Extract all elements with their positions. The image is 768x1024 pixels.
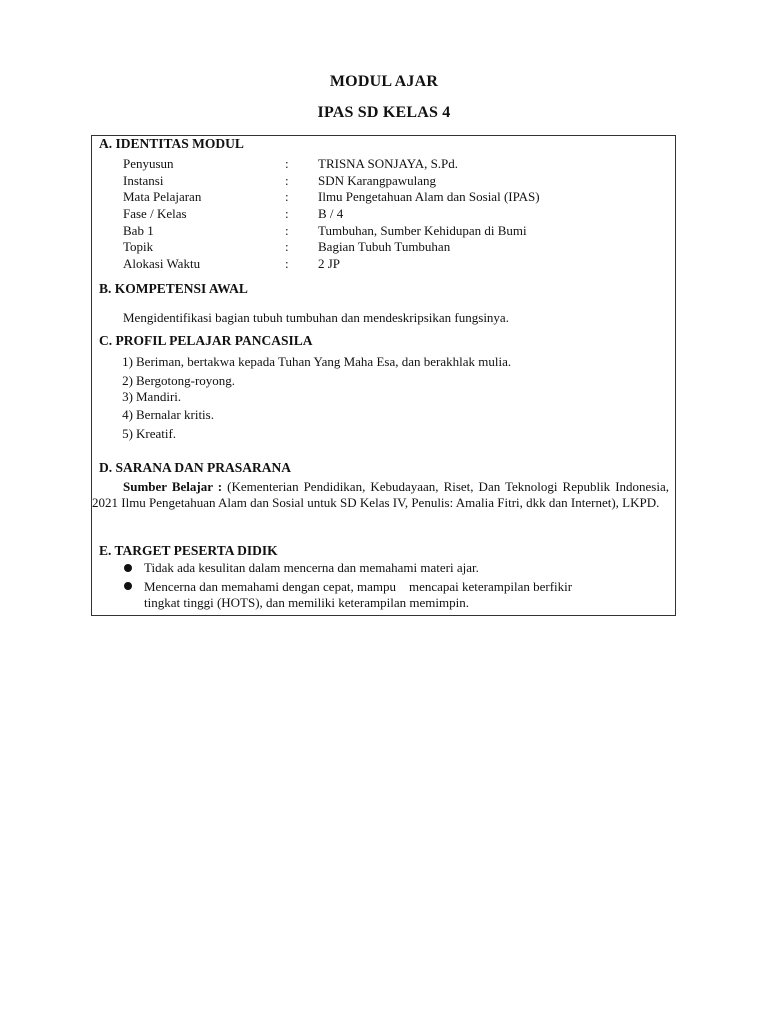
value-penyusun: TRISNA SONJAYA, S.Pd. (318, 156, 459, 171)
value-fase-kelas: B / 4 (318, 206, 344, 221)
sumber-belajar-label: Sumber Belajar : (123, 479, 223, 494)
value-mata-pelajaran: Ilmu Pengetahuan Alam dan Sosial (IPAS) (318, 189, 540, 204)
profil-item-text: Bernalar kritis. (136, 407, 214, 422)
section-a-heading: A. IDENTITAS MODUL (99, 136, 244, 151)
bullet-icon (124, 582, 132, 590)
colon-fase-kelas: : (285, 206, 289, 221)
value-bab: Tumbuhan, Sumber Kehidupan di Bumi (318, 223, 527, 238)
value-instansi: SDN Karangpawulang (318, 173, 437, 188)
label-topik: Topik (123, 239, 154, 254)
section-b-heading: B. KOMPETENSI AWAL (99, 281, 248, 296)
colon-mata-pelajaran: : (285, 189, 289, 204)
label-instansi: Instansi (123, 173, 164, 188)
profil-item-number: 5) (122, 426, 133, 441)
colon-alokasi-waktu: : (285, 256, 289, 271)
sumber-belajar-paragraph (92, 479, 669, 511)
profil-item-text: Bergotong-royong. (136, 373, 236, 388)
profil-item-text: Mandiri. (136, 389, 182, 404)
bullet-icon (124, 564, 132, 572)
label-bab: Bab 1 (123, 223, 154, 238)
profil-item-number: 2) (122, 373, 133, 388)
module-content-box (91, 135, 676, 616)
label-mata-pelajaran: Mata Pelajaran (123, 189, 202, 204)
section-d-heading: D. SARANA DAN PRASARANA (99, 460, 292, 475)
section-c-heading: C. PROFIL PELAJAR PANCASILA (99, 333, 313, 348)
profil-item-text: Kreatif. (136, 426, 177, 441)
document-subtitle: IPAS SD KELAS 4 (317, 104, 451, 121)
section-e-heading: E. TARGET PESERTA DIDIK (99, 543, 278, 558)
kompetensi-awal-text: Mengidentifikasi bagian tubuh tumbuhan dan mendeskripsikan fungsinya. (123, 310, 509, 325)
document-title: MODUL AJAR (329, 73, 439, 90)
profil-item-number: 3) (122, 389, 133, 404)
profil-item-number: 1) (122, 354, 133, 369)
value-alokasi-waktu: 2 JP (318, 256, 341, 271)
sumber-belajar-text: (Kementerian Pendidikan, Kebudayaan, Riset, Dan Teknologi Republik Indonesia, 2021 Ilmu Pengetahuan Alam dan Sosial untuk SD Kelas IV, Penulis: Amalia Fitri, dkk dan Internet), LKPD. (92, 479, 669, 510)
target-item-text: Mencerna dan memahami dengan cepat, mampu mencapai keterampilan berfikir (144, 579, 573, 594)
profil-item-number: 4) (122, 407, 133, 422)
profil-item-text: Beriman, bertakwa kepada Tuhan Yang Maha Esa, dan berakhlak mulia. (136, 354, 512, 369)
value-topik: Bagian Tubuh Tumbuhan (318, 239, 451, 254)
label-fase-kelas: Fase / Kelas (123, 206, 187, 221)
colon-penyusun: : (285, 156, 289, 171)
label-penyusun: Penyusun (123, 156, 174, 171)
label-alokasi-waktu: Alokasi Waktu (123, 256, 201, 271)
target-item-text-continued: tingkat tinggi (HOTS), dan memiliki keterampilan memimpin. (144, 595, 469, 610)
colon-instansi: : (285, 173, 289, 188)
colon-topik: : (285, 239, 289, 254)
colon-bab: : (285, 223, 289, 238)
target-item-text: Tidak ada kesulitan dalam mencerna dan memahami materi ajar. (144, 560, 479, 575)
